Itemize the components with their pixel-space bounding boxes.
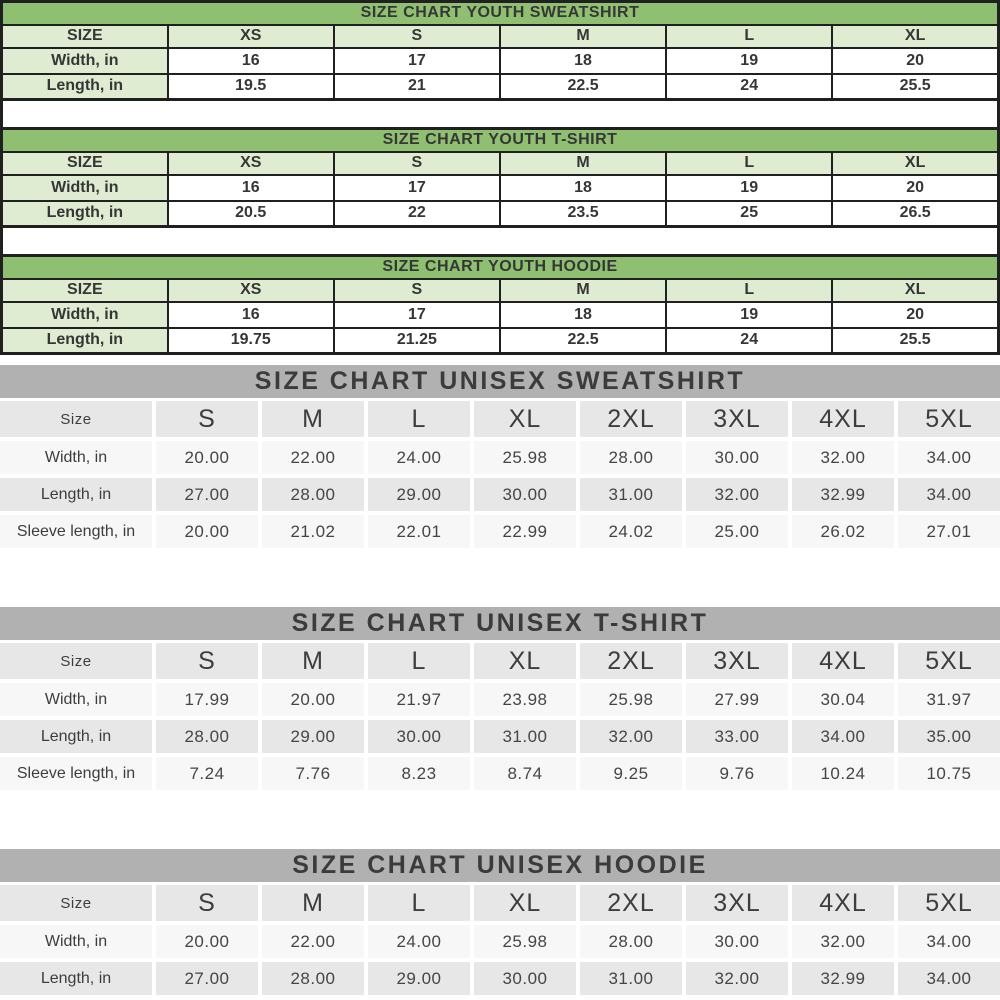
size-header-cell: 5XL	[898, 643, 1000, 679]
size-header-row	[2, 152, 999, 175]
size-corner-label: Size	[0, 401, 152, 437]
youth-size-chart-table	[0, 254, 1000, 355]
measurement-value-cell: 20.00	[156, 515, 258, 548]
section-divider	[0, 548, 1000, 607]
measurement-value-cell: 32.00	[792, 441, 894, 474]
section-divider	[0, 790, 1000, 849]
unisex-size-charts-section	[0, 365, 1000, 995]
size-header-cell: 4XL	[792, 885, 894, 921]
measurement-value-cell: 34.00	[898, 441, 1000, 474]
measurement-value-cell: 20.00	[156, 925, 258, 958]
measurement-value-cell: 34.00	[898, 478, 1000, 511]
size-header-cell: 2XL	[580, 885, 682, 921]
measurement-value-cell: 21.02	[262, 515, 364, 548]
measurement-value-cell: 7.76	[262, 757, 364, 790]
measurement-value-cell: 16	[168, 175, 334, 201]
unisex-size-chart-table	[0, 365, 1000, 548]
size-header-cell: XL	[474, 401, 576, 437]
section-divider	[0, 101, 1000, 127]
measurement-value-cell: 33.00	[686, 720, 788, 753]
measurement-value-cell: 21.97	[368, 683, 470, 716]
measurement-value-cell: 25.00	[686, 515, 788, 548]
size-header-cell: L	[368, 643, 470, 679]
size-header-cell: XL	[832, 25, 998, 48]
size-header-cell: 3XL	[686, 401, 788, 437]
measurement-value-cell: 32.00	[686, 478, 788, 511]
measurement-value-cell: 24	[666, 74, 832, 100]
size-header-cell: 4XL	[792, 401, 894, 437]
size-corner-label: SIZE	[2, 25, 168, 48]
measurement-value-cell: 17	[334, 48, 500, 74]
measurement-value-cell: 16	[168, 48, 334, 74]
size-header-cell: L	[666, 25, 832, 48]
measurement-row	[2, 175, 999, 201]
measurement-value-cell: 16	[168, 302, 334, 328]
unisex-size-chart-table	[0, 607, 1000, 790]
size-header-cell: 4XL	[792, 643, 894, 679]
measurement-value-cell: 20.00	[156, 441, 258, 474]
youth-size-chart-table	[0, 0, 1000, 101]
size-header-cell: L	[368, 885, 470, 921]
size-header-cell: 5XL	[898, 401, 1000, 437]
measurement-value-cell: 30.04	[792, 683, 894, 716]
measurement-value-cell: 26.02	[792, 515, 894, 548]
measurement-value-cell: 17	[334, 175, 500, 201]
size-header-cell: S	[334, 25, 500, 48]
measurement-value-cell: 20.5	[168, 201, 334, 227]
youth-size-charts-section	[0, 0, 1000, 355]
row-label: Width, in	[2, 48, 168, 74]
measurement-value-cell: 35.00	[898, 720, 1000, 753]
measurement-value-cell: 28.00	[262, 478, 364, 511]
measurement-value-cell: 30.00	[686, 925, 788, 958]
measurement-row	[2, 48, 999, 74]
size-corner-label: SIZE	[2, 279, 168, 302]
size-header-cell: M	[500, 279, 666, 302]
measurement-value-cell: 30.00	[686, 441, 788, 474]
measurement-value-cell: 28.00	[580, 441, 682, 474]
measurement-row	[2, 328, 999, 354]
measurement-value-cell: 24.00	[368, 441, 470, 474]
row-label: Length, in	[0, 478, 152, 511]
row-label: Width, in	[0, 925, 152, 958]
table-title-row	[2, 2, 999, 25]
measurement-value-cell: 32.99	[792, 478, 894, 511]
row-label: Length, in	[2, 328, 168, 354]
size-header-cell: S	[156, 401, 258, 437]
measurement-value-cell: 22.99	[474, 515, 576, 548]
size-chart-grid	[0, 882, 1000, 995]
measurement-value-cell: 27.01	[898, 515, 1000, 548]
table-title-row	[2, 256, 999, 279]
measurement-value-cell: 27.00	[156, 962, 258, 995]
row-label: Width, in	[0, 683, 152, 716]
size-chart-title: SIZE CHART YOUTH SWEATSHIRT	[2, 2, 999, 25]
size-corner-label: Size	[0, 885, 152, 921]
measurement-value-cell: 28.00	[262, 962, 364, 995]
row-label: Sleeve length, in	[0, 515, 152, 548]
measurement-value-cell: 29.00	[262, 720, 364, 753]
measurement-value-cell: 31.97	[898, 683, 1000, 716]
measurement-value-cell: 34.00	[898, 962, 1000, 995]
measurement-value-cell: 23.5	[500, 201, 666, 227]
measurement-value-cell: 19	[666, 302, 832, 328]
measurement-value-cell: 19.5	[168, 74, 334, 100]
size-header-cell: XS	[168, 152, 334, 175]
measurement-value-cell: 20	[832, 175, 998, 201]
measurement-value-cell: 25.98	[580, 683, 682, 716]
size-header-cell: M	[262, 885, 364, 921]
measurement-value-cell: 24	[666, 328, 832, 354]
table-title-row	[2, 129, 999, 152]
unisex-size-chart-table	[0, 849, 1000, 995]
measurement-value-cell: 30.00	[474, 962, 576, 995]
size-header-cell: L	[666, 152, 832, 175]
measurement-value-cell: 17	[334, 302, 500, 328]
measurement-value-cell: 7.24	[156, 757, 258, 790]
measurement-value-cell: 18	[500, 302, 666, 328]
size-corner-label: Size	[0, 643, 152, 679]
measurement-value-cell: 25.98	[474, 925, 576, 958]
size-chart-title: SIZE CHART UNISEX SWEATSHIRT	[0, 365, 1000, 398]
measurement-value-cell: 32.00	[792, 925, 894, 958]
size-header-cell: XL	[474, 643, 576, 679]
measurement-value-cell: 10.75	[898, 757, 1000, 790]
row-label: Length, in	[2, 201, 168, 227]
measurement-value-cell: 25.5	[832, 74, 998, 100]
row-label: Width, in	[2, 302, 168, 328]
measurement-value-cell: 21.25	[334, 328, 500, 354]
measurement-value-cell: 22.5	[500, 328, 666, 354]
measurement-row	[2, 201, 999, 227]
row-label: Sleeve length, in	[0, 757, 152, 790]
measurement-value-cell: 32.00	[686, 962, 788, 995]
measurement-value-cell: 31.00	[580, 962, 682, 995]
size-header-cell: L	[666, 279, 832, 302]
size-header-cell: M	[500, 152, 666, 175]
row-label: Length, in	[2, 74, 168, 100]
measurement-row	[2, 74, 999, 100]
row-label: Length, in	[0, 962, 152, 995]
size-header-cell: XS	[168, 25, 334, 48]
size-header-cell: 3XL	[686, 643, 788, 679]
row-label: Length, in	[0, 720, 152, 753]
measurement-value-cell: 34.00	[792, 720, 894, 753]
measurement-value-cell: 27.99	[686, 683, 788, 716]
measurement-value-cell: 31.00	[474, 720, 576, 753]
measurement-value-cell: 25.98	[474, 441, 576, 474]
measurement-value-cell: 32.00	[580, 720, 682, 753]
measurement-value-cell: 19.75	[168, 328, 334, 354]
measurement-value-cell: 24.00	[368, 925, 470, 958]
measurement-value-cell: 28.00	[580, 925, 682, 958]
size-header-cell: S	[156, 885, 258, 921]
measurement-value-cell: 19	[666, 48, 832, 74]
size-corner-label: SIZE	[2, 152, 168, 175]
size-header-cell: S	[334, 279, 500, 302]
size-chart-grid	[0, 640, 1000, 790]
measurement-value-cell: 32.99	[792, 962, 894, 995]
measurement-value-cell: 23.98	[474, 683, 576, 716]
measurement-value-cell: 29.00	[368, 962, 470, 995]
measurement-value-cell: 20	[832, 48, 998, 74]
measurement-value-cell: 17.99	[156, 683, 258, 716]
measurement-value-cell: 21	[334, 74, 500, 100]
measurement-value-cell: 25.5	[832, 328, 998, 354]
measurement-value-cell: 22.01	[368, 515, 470, 548]
size-header-cell: 3XL	[686, 885, 788, 921]
measurement-value-cell: 9.76	[686, 757, 788, 790]
measurement-value-cell: 20	[832, 302, 998, 328]
size-header-cell: XS	[168, 279, 334, 302]
size-header-cell: M	[500, 25, 666, 48]
measurement-value-cell: 22.00	[262, 925, 364, 958]
size-header-cell: M	[262, 643, 364, 679]
measurement-value-cell: 8.74	[474, 757, 576, 790]
measurement-value-cell: 25	[666, 201, 832, 227]
measurement-value-cell: 30.00	[368, 720, 470, 753]
size-header-cell: XL	[832, 152, 998, 175]
size-chart-title: SIZE CHART YOUTH HOODIE	[2, 256, 999, 279]
measurement-value-cell: 10.24	[792, 757, 894, 790]
measurement-value-cell: 30.00	[474, 478, 576, 511]
size-header-cell: 2XL	[580, 643, 682, 679]
measurement-value-cell: 22	[334, 201, 500, 227]
measurement-value-cell: 28.00	[156, 720, 258, 753]
measurement-value-cell: 34.00	[898, 925, 1000, 958]
size-header-cell: 2XL	[580, 401, 682, 437]
measurement-value-cell: 27.00	[156, 478, 258, 511]
row-label: Width, in	[2, 175, 168, 201]
size-header-cell: S	[156, 643, 258, 679]
size-chart-title: SIZE CHART UNISEX T-SHIRT	[0, 607, 1000, 640]
measurement-value-cell: 8.23	[368, 757, 470, 790]
measurement-value-cell: 24.02	[580, 515, 682, 548]
measurement-value-cell: 22.00	[262, 441, 364, 474]
size-chart-grid	[0, 398, 1000, 548]
size-header-row	[2, 25, 999, 48]
measurement-row	[2, 302, 999, 328]
size-header-cell: M	[262, 401, 364, 437]
measurement-value-cell: 18	[500, 175, 666, 201]
measurement-value-cell: 26.5	[832, 201, 998, 227]
measurement-value-cell: 22.5	[500, 74, 666, 100]
row-label: Width, in	[0, 441, 152, 474]
measurement-value-cell: 29.00	[368, 478, 470, 511]
measurement-value-cell: 20.00	[262, 683, 364, 716]
size-header-cell: XL	[832, 279, 998, 302]
measurement-value-cell: 18	[500, 48, 666, 74]
measurement-value-cell: 9.25	[580, 757, 682, 790]
size-header-cell: XL	[474, 885, 576, 921]
size-header-cell: 5XL	[898, 885, 1000, 921]
youth-size-chart-table	[0, 127, 1000, 228]
size-header-row	[2, 279, 999, 302]
size-chart-title: SIZE CHART YOUTH T-SHIRT	[2, 129, 999, 152]
section-divider	[0, 228, 1000, 254]
size-header-cell: L	[368, 401, 470, 437]
size-header-cell: S	[334, 152, 500, 175]
measurement-value-cell: 19	[666, 175, 832, 201]
measurement-value-cell: 31.00	[580, 478, 682, 511]
size-chart-title: SIZE CHART UNISEX HOODIE	[0, 849, 1000, 882]
